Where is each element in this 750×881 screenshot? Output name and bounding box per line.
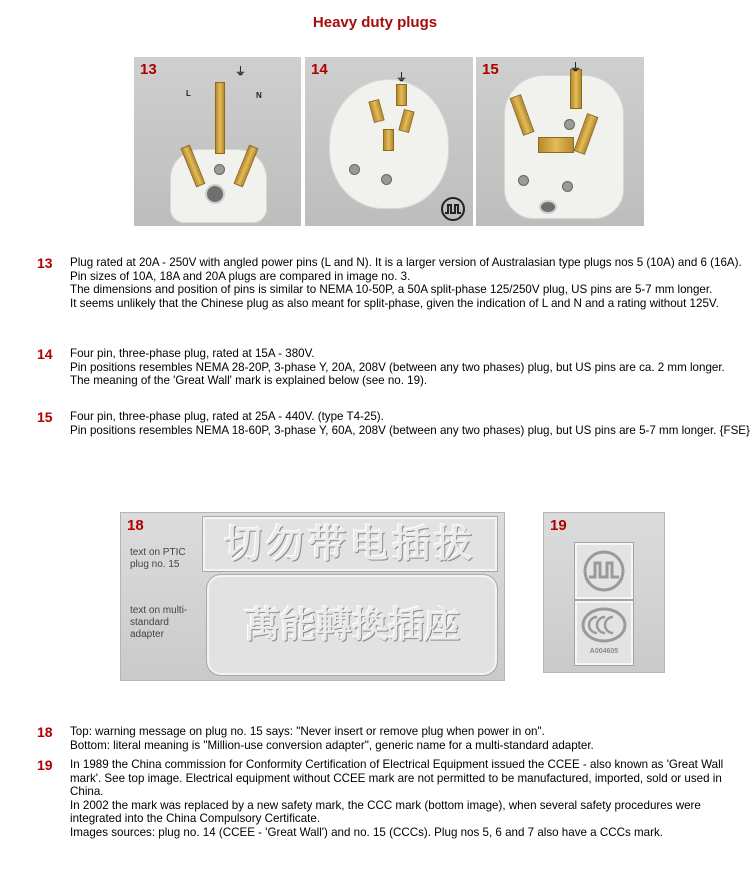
photo-number: 13: [140, 61, 157, 78]
great-wall-mark-icon: [577, 545, 631, 597]
certification-marks-panel-19: [543, 512, 665, 673]
screw-icon: [564, 119, 575, 130]
cable-hole: [539, 200, 557, 214]
earth-pin: [570, 69, 582, 109]
note-line: Bottom: literal meaning is "Million-use conversion adapter", generic name for a multi-standard adapter.: [70, 738, 594, 752]
ccc-code: A004605: [589, 648, 619, 655]
adapter-text-embossed: 萬能轉換插座: [207, 575, 497, 675]
earth-symbol-icon: ⏚: [235, 66, 246, 78]
description-line: The meaning of the 'Great Wall' mark is explained below (see no. 19).: [70, 374, 428, 387]
text-samples-panel-18: [120, 512, 505, 681]
description-number: 14: [37, 346, 53, 362]
screw-icon: [349, 164, 360, 175]
earth-pin: [215, 82, 225, 154]
page-title: Heavy duty plugs: [312, 14, 438, 31]
description-line: Pin positions resembles NEMA 18-60P, 3-phase Y, 60A, 208V (between any two phases) plug, but US pins are 5-7 mm longer. {FSE}: [70, 423, 750, 437]
description-text: [70, 347, 750, 388]
earth-symbol-icon: ⏚: [396, 72, 407, 84]
earth-pin: [396, 84, 407, 106]
description-line: Four pin, three-phase plug, rated at 15A - 380V.: [70, 347, 315, 360]
note-text: [70, 758, 750, 839]
plug-15-photo: [476, 57, 644, 226]
note-text: [70, 725, 750, 752]
earth-symbol-icon: ⏚: [570, 62, 581, 74]
description-line: Pin positions resembles NEMA 28-20P, 3-phase Y, 20A, 208V (between any two phases) plug, but US pins are ca. 2 mm longer.: [70, 360, 725, 374]
photo-number: 14: [311, 61, 328, 78]
screw-icon: [562, 181, 573, 192]
screw-icon: [381, 174, 392, 185]
description-number: 13: [37, 255, 53, 271]
ccc-mark: [575, 601, 633, 665]
description-line: It seems unlikely that the Chinese plug as also meant for split-phase, given the indication of L and N and a rating without 125V.: [70, 296, 719, 310]
warning-text-embossed: 切勿带电插拔: [203, 517, 497, 571]
plug-14-photo: [305, 57, 473, 226]
screw-icon: [518, 175, 529, 186]
screw-icon: [214, 164, 225, 175]
cable-hole: [205, 184, 225, 204]
bottom-sample-label: text on multi-standard adapter: [130, 605, 188, 640]
ccc-mark-icon: [577, 603, 631, 647]
pin-label-live: L: [186, 89, 191, 98]
neutral-pin: [538, 137, 574, 153]
description-line: Plug rated at 20A - 250V with angled power pins (L and N). It is a larger version of Australasian type plugs nos 5 (10A) and 6 (16A). Pin sizes of 10A, 18A and 20A plugs are compared in image no. 3.: [70, 256, 742, 283]
note-line: Top: warning message on plug no. 15 says: "Never insert or remove plug when power in on".: [70, 725, 545, 738]
pin-label-neutral: N: [256, 91, 262, 100]
panel-number: 18: [127, 517, 144, 534]
great-wall-mark: [575, 543, 633, 599]
great-wall-mark-icon: [440, 196, 466, 222]
plug-13-photo: [134, 57, 301, 226]
panel-number: 19: [550, 517, 567, 534]
description-line: The dimensions and position of pins is similar to NEMA 10-50P, a 50A split-phase 125/250V plug, US pins are 5-7 mm longer.: [70, 283, 713, 296]
top-sample-label: text on PTIC plug no. 15: [130, 547, 186, 570]
description-line: Four pin, three-phase plug, rated at 25A - 440V. (type T4-25).: [70, 410, 384, 423]
description-text: [70, 410, 750, 437]
note-number: 19: [37, 757, 53, 773]
note-line: In 1989 the China commission for Conformity Certification of Electrical Equipment issued the CCEE - also known as 'Great Wall mark'. See top image. Electrical equipment without CCEE mark are not permitted to be manufactured, imported, sold or used in China.: [70, 758, 724, 798]
note-line: Images sources: plug no. 14 (CCEE - 'Great Wall') and no. 15 (CCCs). Plug nos 5, 6 and 7 also have a CCCs mark.: [70, 825, 663, 839]
description-text: [70, 256, 750, 310]
photo-number: 15: [482, 61, 499, 78]
note-line: In 2002 the mark was replaced by a new safety mark, the CCC mark (bottom image), when several safety procedures were integrated into the China Compulsory Certificate.: [70, 798, 701, 825]
neutral-pin: [383, 129, 394, 151]
description-number: 15: [37, 409, 53, 425]
note-number: 18: [37, 724, 53, 740]
